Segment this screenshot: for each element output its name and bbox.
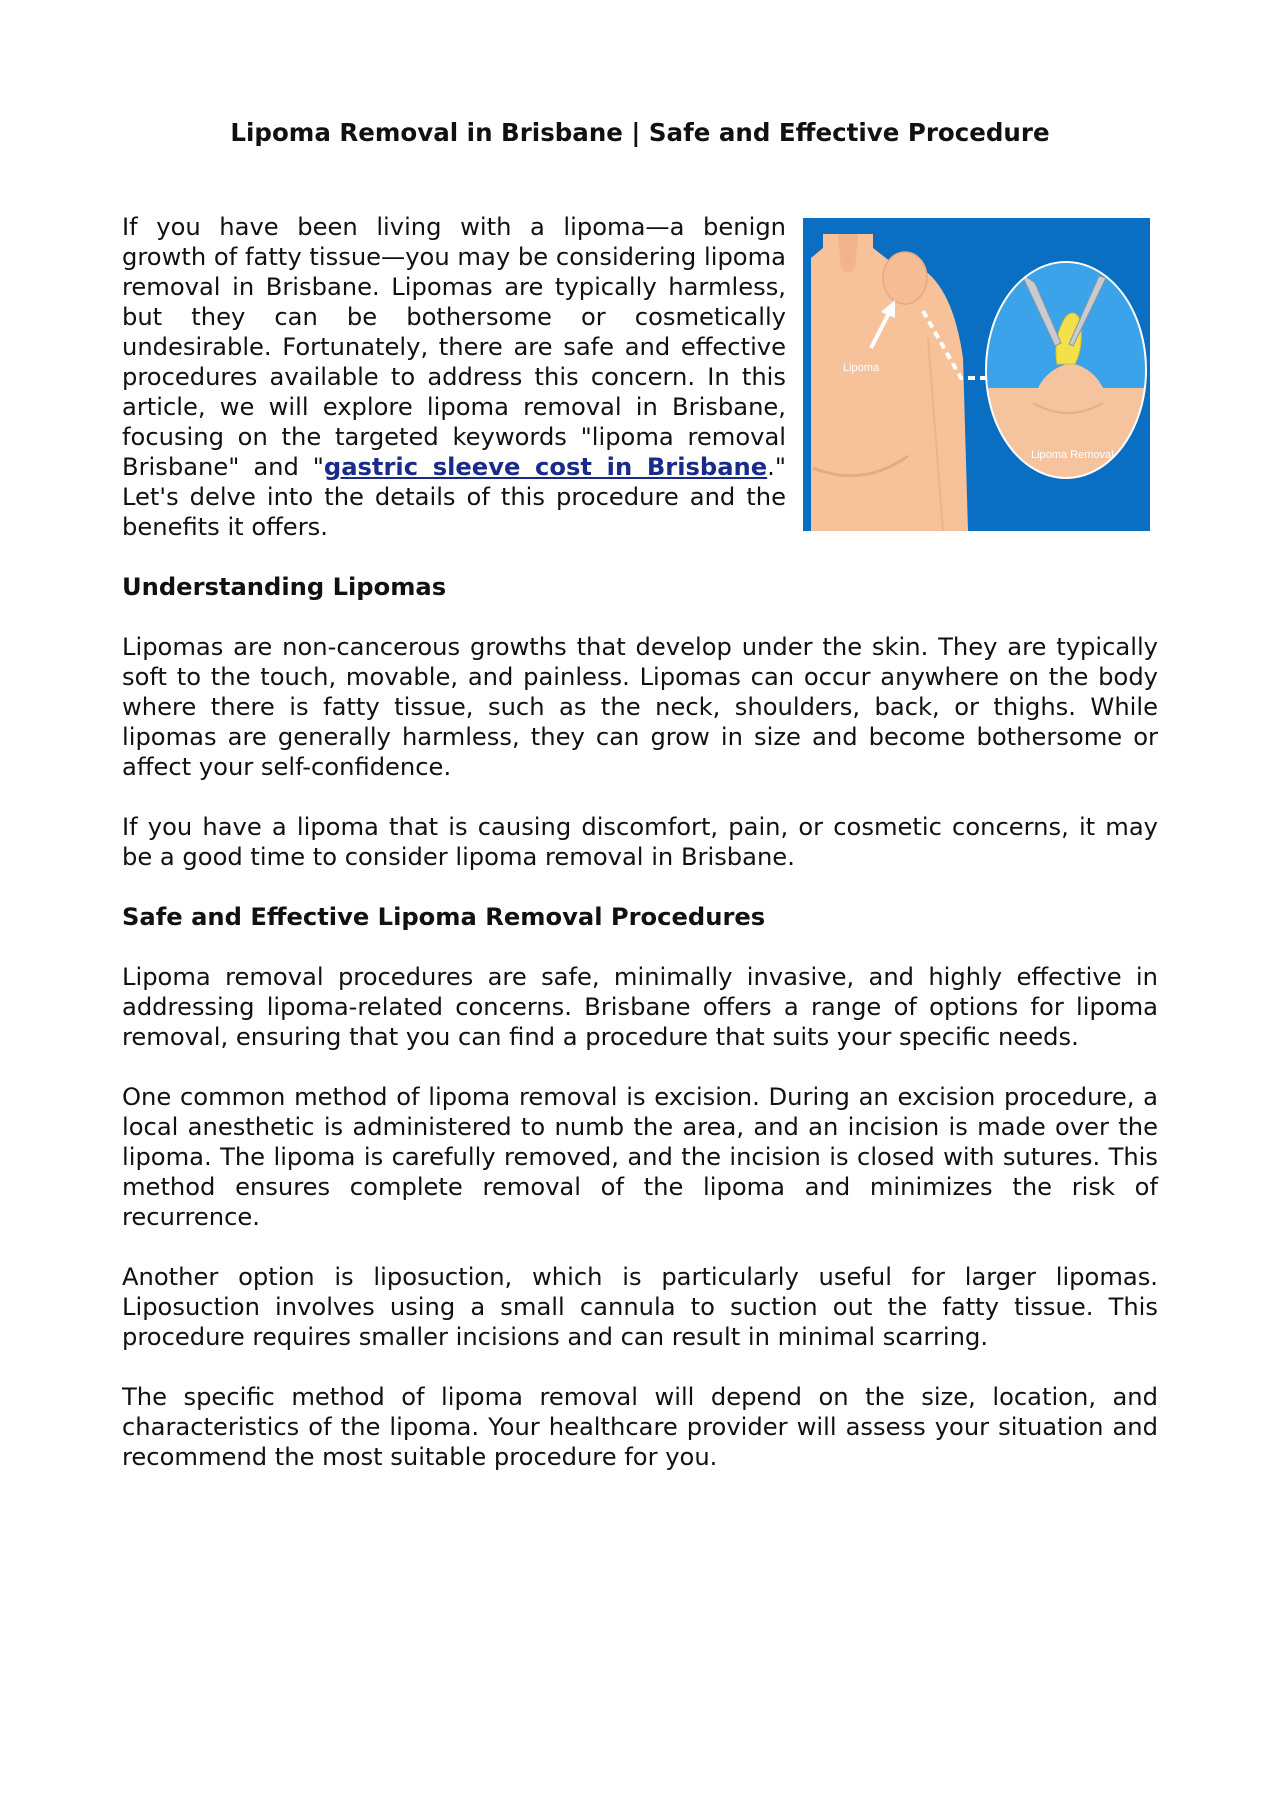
paragraph: Lipomas are non-cancerous growths that develop under the skin. They are typically soft to the touch, movable, and painless. Lipomas can occur anywhere on the body where there is fatty tissue, such as the neck, shoulders, back, or thighs. While lipomas are generally harmless, they can grow in size and become bothersome or affect your self-confidence. — [122, 633, 1158, 781]
figure-label-removal: Lipoma Removal — [1031, 449, 1114, 461]
paragraph: Lipoma removal procedures are safe, minimally invasive, and highly effective in addressing lipoma-related concerns. Brisbane offers a range of options for lipoma removal, ensuring that you can find a procedure that suits your specific needs. — [122, 963, 1158, 1051]
section-heading: Safe and Effective Lipoma Removal Procedures — [122, 903, 766, 931]
gastric-sleeve-cost-link[interactable]: gastric sleeve cost in Brisbane — [323, 453, 768, 481]
page-title: Lipoma Removal in Brisbane | Safe and Effective Procedure — [230, 118, 1050, 147]
lipoma-illustration-svg — [803, 218, 1150, 531]
paragraph: One common method of lipoma removal is excision. During an excision procedure, a local anesthetic is administered to numb the area, and an incision is made over the lipoma. The lipoma is carefully removed, and the incision is closed with sutures. This method ensures complete removal of the lipoma and minimizes the risk of recurrence. — [122, 1083, 1158, 1231]
lipoma-illustration — [803, 218, 1150, 531]
intro-section — [122, 212, 1158, 542]
intro-text-after: ." Let's delve into the details of this procedure and the benefits it offers. — [122, 453, 786, 541]
article-body — [122, 572, 1158, 1502]
paragraph: The specific method of lipoma removal will depend on the size, location, and characteristics of the lipoma. Your healthcare provider will assess your situation and recommend the most suitable procedure for you. — [122, 1383, 1158, 1471]
intro-text-before: If you have been living with a lipoma—a benign growth of fatty tissue—you may be considering lipoma removal in Brisbane. Lipomas are typically harmless, but they can be bothersome or cosmetically undesirable. Fortunately, there are safe and effective procedures available to address this concern. In this article, we will explore lipoma removal in Brisbane, focusing on the targeted keywords "lipoma removal Brisbane" and " — [122, 213, 786, 481]
figure-label-lipoma: Lipoma — [843, 362, 880, 374]
section-heading: Understanding Lipomas — [122, 573, 447, 601]
paragraph: Another option is liposuction, which is particularly useful for larger lipomas. Liposuction involves using a small cannula to suction out the fatty tissue. This procedure requires smaller incisions and can result in minimal scarring. — [122, 1263, 1158, 1351]
section-safe-effective-procedures — [122, 902, 1158, 1472]
paragraph: If you have a lipoma that is causing discomfort, pain, or cosmetic concerns, it may be a good time to consider lipoma removal in Brisbane. — [122, 813, 1158, 871]
section-understanding-lipomas — [122, 572, 1158, 872]
intro-paragraph — [122, 212, 786, 542]
